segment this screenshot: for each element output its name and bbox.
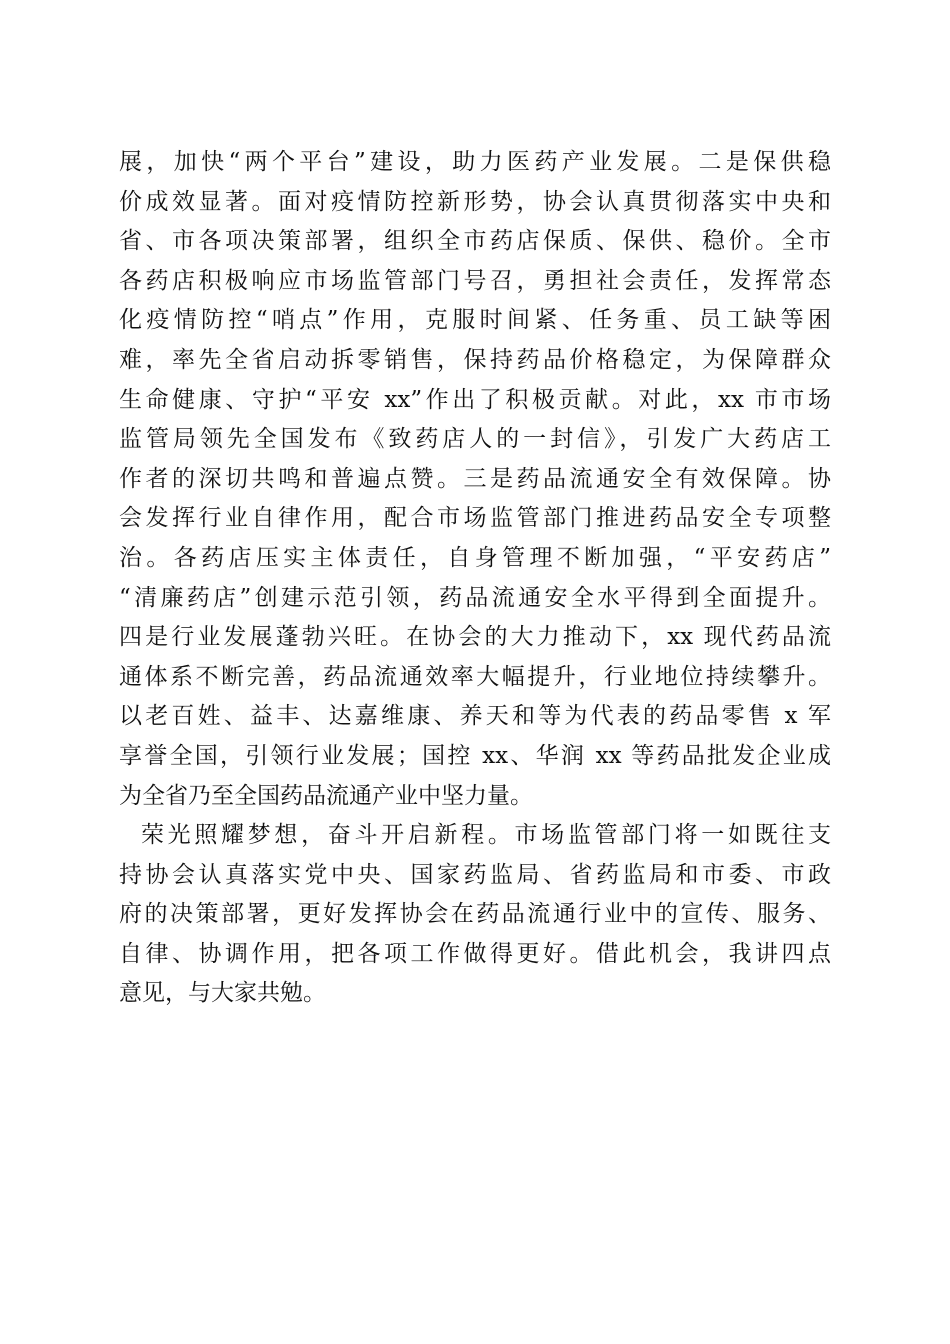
text-line: 以老百姓、益丰、达嘉维康、养天和等为代表的药品零售 x 军 xyxy=(119,703,831,730)
text-line: 四是行业发展蓬勃兴旺。在协会的大力推动下，xx 现代药品流 xyxy=(119,624,831,651)
text-line: 会发挥行业自律作用，配合市场监管部门推进药品安全专项整 xyxy=(119,505,831,532)
text-line: 持协会认真落实党中央、国家药监局、省药监局和市委、市政 xyxy=(119,861,831,888)
text-line: 为全省乃至全国药品流通产业中坚力量。 xyxy=(119,782,533,809)
text-line: 通体系不断完善，药品流通效率大幅提升，行业地位持续攀升。 xyxy=(119,663,831,690)
text-line: 作者的深切共鸣和普遍点赞。三是药品流通安全有效保障。协 xyxy=(119,465,831,492)
text-line: 自律、协调作用，把各项工作做得更好。借此机会，我讲四点 xyxy=(119,940,831,967)
text-line: “清廉药店”创建示范引领，药品流通安全水平得到全面提升。 xyxy=(119,584,831,611)
paragraph-2 xyxy=(119,816,831,1014)
text-line: 府的决策部署，更好发挥协会在药品流通行业中的宣传、服务、 xyxy=(119,901,831,928)
text-line: 荣光照耀梦想，奋斗开启新程。市场监管部门将一如既往支 xyxy=(141,822,831,849)
text-line: 各药店积极响应市场监管部门号召，勇担社会责任，发挥常态 xyxy=(119,267,831,294)
text-line: 监管局领先全国发布《致药店人的一封信》，引发广大药店工 xyxy=(119,426,831,453)
text-line: 生命健康、守护“平安 xx”作出了积极贡献。对此，xx 市市场 xyxy=(119,386,831,413)
text-line: 治。各药店压实主体责任，自身管理不断加强，“平安药店” xyxy=(119,544,831,571)
body-text xyxy=(119,143,831,1014)
text-line: 化疫情防控“哨点”作用，克服时间紧、任务重、员工缺等困 xyxy=(119,307,831,334)
text-line: 难，率先全省启动拆零销售，保持药品价格稳定，为保障群众 xyxy=(119,346,831,373)
text-line: 省、市各项决策部署，组织全市药店保质、保供、稳价。全市 xyxy=(119,228,831,255)
text-line: 享誉全国，引领行业发展；国控 xx、华润 xx 等药品批发企业成 xyxy=(119,742,831,769)
text-line: 展，加快“两个平台”建设，助力医药产业发展。二是保供稳 xyxy=(119,149,831,175)
paragraph-1 xyxy=(119,143,831,816)
text-line: 意见，与大家共勉。 xyxy=(119,980,326,1007)
text-line: 价成效显著。面对疫情防控新形势，协会认真贯彻落实中央和 xyxy=(119,188,831,215)
